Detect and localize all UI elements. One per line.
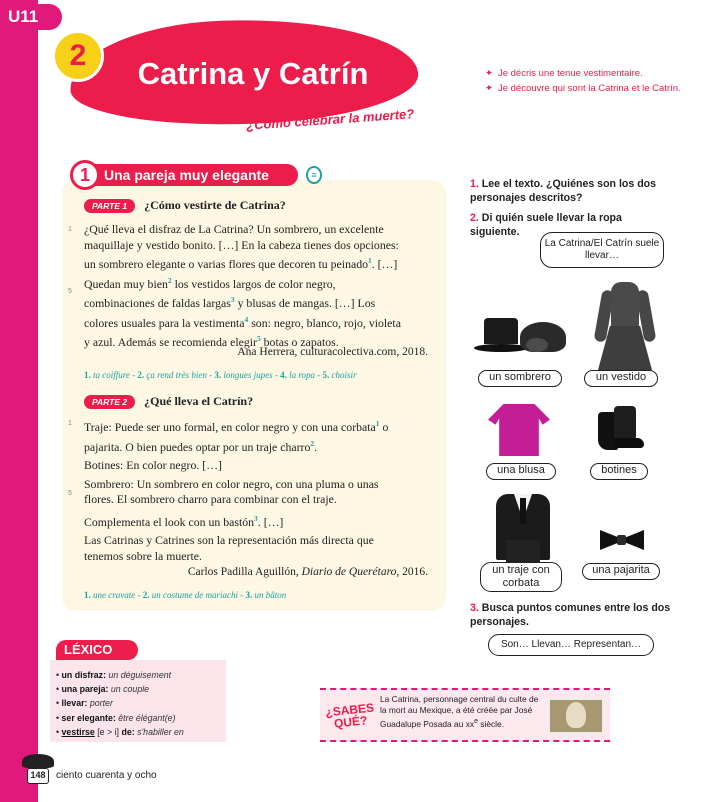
unit-tab: U11: [0, 4, 62, 30]
section-number: 1: [70, 160, 100, 190]
parte2-badge: PARTE 2: [84, 395, 135, 409]
text-line: Sombrero: Un sombrero en color negro, con una pluma o unas: [84, 476, 379, 491]
text-line: y azul. Además se recomienda elegir$^5$ botas o zapatos.: [84, 334, 339, 350]
text-line: Complementa el look con un bastón$^3$. […]: [84, 513, 284, 529]
bow-tie-wing-shape: [624, 530, 644, 550]
suit-trousers-shape: [506, 540, 540, 564]
sombrero-icon: [22, 754, 54, 768]
question-3: 3. Busca puntos comunes entre los dos personajes.: [470, 602, 671, 628]
dress-icon: [611, 282, 639, 328]
text-line: flores. El sombrero charro para combinar con el traje.: [84, 492, 337, 507]
page-number-text: ciento cuarenta y ocho: [56, 770, 157, 781]
label-botines: botines: [590, 463, 648, 480]
label-sombrero: un sombrero: [478, 370, 562, 387]
left-color-strip: [0, 0, 38, 802]
label-blusa: una blusa: [486, 463, 556, 480]
blouse-icon: [488, 404, 550, 456]
text-line: Botines: En color negro. […]: [84, 458, 222, 473]
objective-item: ✦ Je décris une tenue vestimentaire.: [485, 66, 681, 81]
text-line: Traje: Puede ser uno formal, en color negro y con una corbata$^1$ o: [84, 419, 389, 434]
tie-icon: [520, 498, 526, 524]
top-hat-icon: [484, 318, 518, 344]
section-title: Una pareja muy elegante: [92, 164, 298, 186]
parte2-text: [84, 416, 428, 565]
line-number: 1: [68, 226, 72, 233]
label-vestido: un vestido: [584, 370, 658, 387]
text-line: tenemos sobre la muerte.: [84, 548, 202, 563]
page-number: 148: [27, 768, 49, 784]
lexico-item: • llevar: porter: [56, 698, 113, 709]
parte1-glossary: 1. ta coiffure - 2. ça rend très bien - 3. longues jupes - 4. la ropa - 5. choisir: [84, 370, 357, 380]
parte1-text: [84, 222, 428, 351]
sabes-que-text: La Catrina, personnage central du culte de la mort au Mexique, a été créée par José Guadalupe Posada au $xx^e$ siècle.: [380, 694, 539, 730]
parte1-heading: ¿Cómo vestirte de Catrina?: [144, 198, 286, 212]
line-number: 5: [68, 288, 72, 295]
lexico-item: • ser elegante: être élégant(e): [56, 712, 176, 723]
speech-bubble-q3: Son… Llevan… Representan…: [488, 634, 654, 656]
objectives-list: [485, 66, 681, 96]
text-line: ¿Qué lleva el disfraz de La Catrina? Un sombrero, un excelente: [84, 222, 384, 236]
lesson-number: 2: [52, 30, 104, 82]
text-line: colores usuales para la vestimenta$^4$ son: negro, blanco, rojo, violeta: [84, 314, 401, 330]
parte2-author: Carlos Padilla Aguillón, Diario de Querétaro, 2016.: [187, 566, 428, 578]
parte2-heading: ¿Qué lleva el Catrín?: [144, 394, 254, 408]
parte1-badge: PARTE 1: [84, 199, 135, 213]
text-line: Quedan muy bien$^2$ los vestidos largos de color negro,: [84, 275, 336, 291]
parte2-glossary: 1. une cravate - 2. un costume de mariachi - 3. un bâton: [84, 590, 287, 600]
lexico-item: • un disfraz: un déguisement: [56, 670, 172, 680]
line-number: 1: [68, 420, 72, 427]
sabes-que-title: ¿SABES QUÉ?: [324, 700, 375, 731]
label-pajarita: una pajarita: [582, 563, 660, 580]
objective-item: ✦ Je découvre qui sont la Catrina et le Catrín.: [485, 81, 681, 96]
lexico-title: LÉXICO: [56, 640, 138, 660]
text-line: combinaciones de faldas largas$^3$ y blusas de mangas. […] Los: [84, 295, 376, 311]
question-2: 2. Di quién suele llevar la ropa siguiente.: [470, 212, 622, 238]
page-subtitle: ¿Cómo celebrar la muerte?: [245, 106, 415, 133]
line-number: 5: [68, 490, 72, 497]
label-traje: un traje con corbata: [480, 562, 562, 592]
lexico-list: [56, 668, 184, 739]
text-line: maquillaje y vestido bonito. […] En la cabeza tienes dos opciones:: [84, 237, 399, 252]
speech-bubble-q2: La Catrina/El Catrín suele llevar…: [540, 232, 664, 268]
boot-sole-shape: [614, 438, 644, 448]
hat-flower-shape: [526, 338, 548, 352]
text-line: un sombrero elegante o varias flores que decoren tu peinado$^1$. […]: [84, 256, 398, 272]
text-line: Las Catrinas y Catrines son la representación más directa que: [84, 533, 374, 548]
lexico-item: • una pareja: un couple: [56, 684, 150, 695]
lexico-item: • vestirse [e > i] de: s'habiller en: [56, 726, 184, 737]
parte1-author: Ana Herrera, culturacolectiva.com, 2018.: [237, 346, 428, 358]
parte1-heading-row: [84, 198, 286, 213]
parte2-heading-row: [84, 394, 253, 409]
document-icon[interactable]: ≡: [306, 166, 322, 184]
text-line: pajarita. O bien puedes optar por un traje charro$^2$.: [84, 438, 318, 454]
catrina-face-shape: [566, 702, 586, 728]
question-1: 1. Lee el texto. ¿Quiénes son los dos personajes descritos?: [470, 178, 657, 204]
bow-tie-knot-shape: [617, 535, 626, 545]
page-title: Catrina y Catrín: [137, 56, 369, 91]
